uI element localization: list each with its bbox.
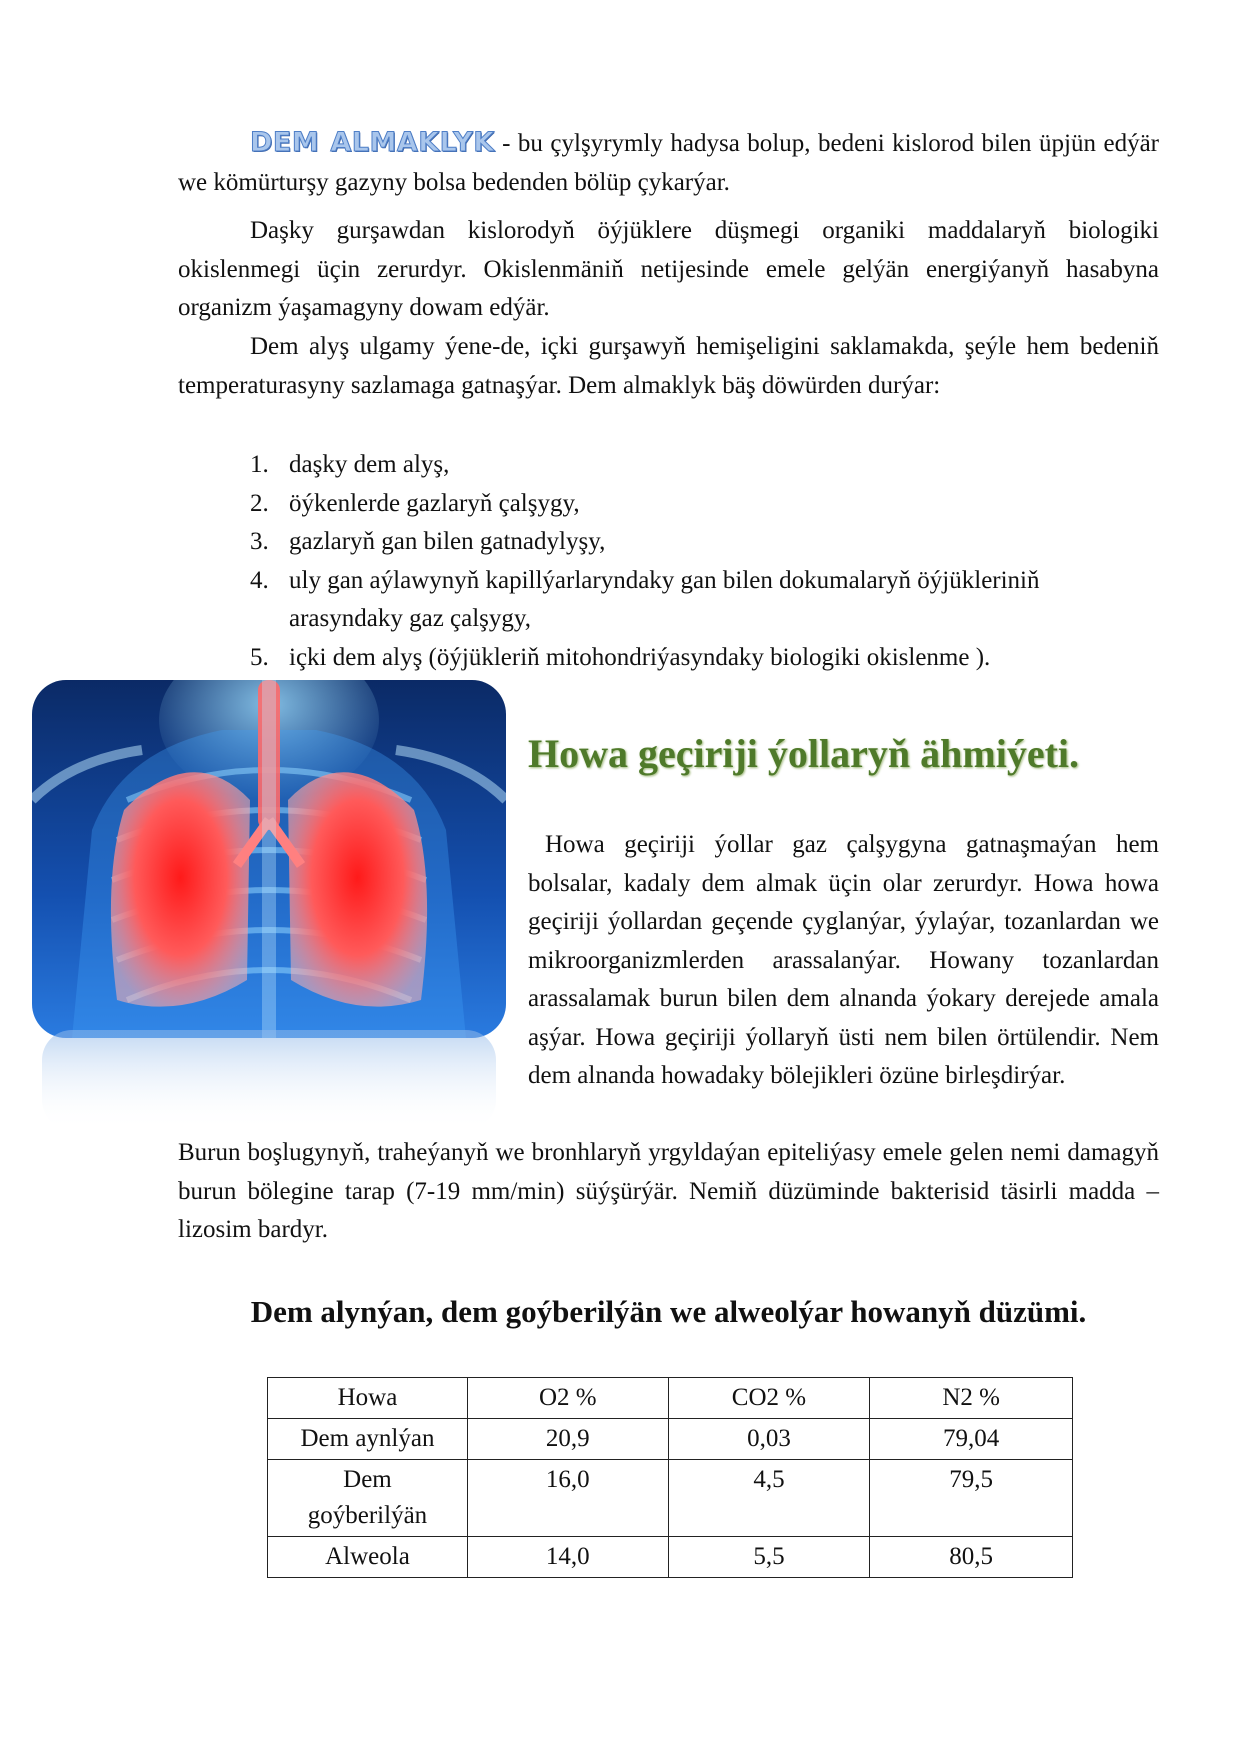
mucus-paragraph: Burun boşlugynyň, traheýanyň we bronhlaryň yrgyldaýan epiteliýasy emele gelen nemi damagyň burun bölegine tarap (7-19 mm/min) süýşürýär. Nemiň düzüminde bakterisid täsirli madda – lizosim bardyr. (178, 1139, 1159, 1243)
term-heading: DEM ALMAKLYK (250, 127, 495, 158)
table-row (268, 1419, 1073, 1460)
table-cell: 20,9 (467, 1419, 668, 1460)
row-label: Dem aynlýan (268, 1419, 468, 1460)
table-cell: 14,0 (467, 1537, 668, 1578)
table-header-row (268, 1378, 1073, 1419)
table-row (268, 1537, 1073, 1578)
list-item: 4. uly gan aýlawynyň kapillýarlaryndaky gan bilen dokumalaryň öýjükleriniň arasyndaky gaz çalşygy, (250, 566, 1040, 632)
table-cell: 4,5 (668, 1460, 870, 1537)
lungs-illustration (32, 680, 506, 1038)
table-row (268, 1460, 1073, 1537)
section-title: Howa geçiriji ýollaryň ähmiýeti. (528, 731, 1080, 776)
row-label: Alweola (268, 1537, 468, 1578)
table-title: Dem alynýan, dem goýberilýän we alweolýar howanyň düzümi. (250, 1294, 1087, 1329)
intro-definition: - bu çylşyrymly hadysa bolup, bedeni kislorod bilen üpjün edýär we kömürturşy gazyny bolsa bedenden bölüp çykarýar. (178, 130, 1159, 196)
table-cell: 5,5 (668, 1537, 870, 1578)
air-composition-table (267, 1377, 1073, 1578)
airways-paragraph: Howa geçiriji ýollar gaz çalşygyna gatnaşmaýan hem bolsalar, kadaly dem almak üçin olar zerurdyr. Howa howa geçiriji ýollardan geçende çyglanýar, ýylaýar, tozanlardan we mikroorganizmlerden arassalanýar. Howany tozanlardan arassalamak burun bilen dem alnanda ýokary derejede amala aşýar. Howa geçiriji ýollaryň üsti nem bilen örtülendir. Nem dem alnanda howadaky bölejikleri özüne birleşdirýar. (528, 831, 1159, 1089)
column-header: N2 % (870, 1378, 1073, 1419)
intro-paragraph (178, 124, 1159, 202)
table-cell: 80,5 (870, 1537, 1073, 1578)
column-header: O2 % (467, 1378, 668, 1419)
column-header: CO2 % (668, 1378, 870, 1419)
table-cell: 16,0 (467, 1460, 668, 1537)
column-header: Howa (268, 1378, 468, 1419)
table-cell: 79,04 (870, 1419, 1073, 1460)
table-cell: 0,03 (668, 1419, 870, 1460)
table-cell: 79,5 (870, 1460, 1073, 1537)
list-item: 1. daşky dem alyş, (250, 451, 450, 478)
paragraph-respiratory-system: Dem alyş ulgamy ýene-de, içki gurşawyň hemişeligini saklamakda, şeýle hem bedeniň temperaturasyny sazlamaga gatnaşýar. Dem almaklyk bäş döwürden durýar: (178, 333, 1159, 399)
list-item: 3. gazlaryň gan bilen gatnadylyşy, (250, 528, 606, 555)
list-item: 2. öýkenlerde gazlaryň çalşygy, (250, 489, 580, 517)
illustration-reflection (32, 1030, 506, 1130)
respiration-stages-list (244, 446, 1159, 677)
paragraph-oxygen: Daşky gurşawdan kislorodyň öýjüklere düşmegi organiki maddalaryň biologiki okislenmegi üçin zerurdyr. Okislenmäniň netijesinde emele gelýän energiýanyň hasabyna organizm ýaşamagyny dowam edýär. (178, 217, 1159, 321)
row-label: Dem goýberilýän (268, 1460, 468, 1537)
list-item: 5. içki dem alyş (öýjükleriň mitohondriýasyndaky biologiki okislenme ). (250, 643, 991, 671)
